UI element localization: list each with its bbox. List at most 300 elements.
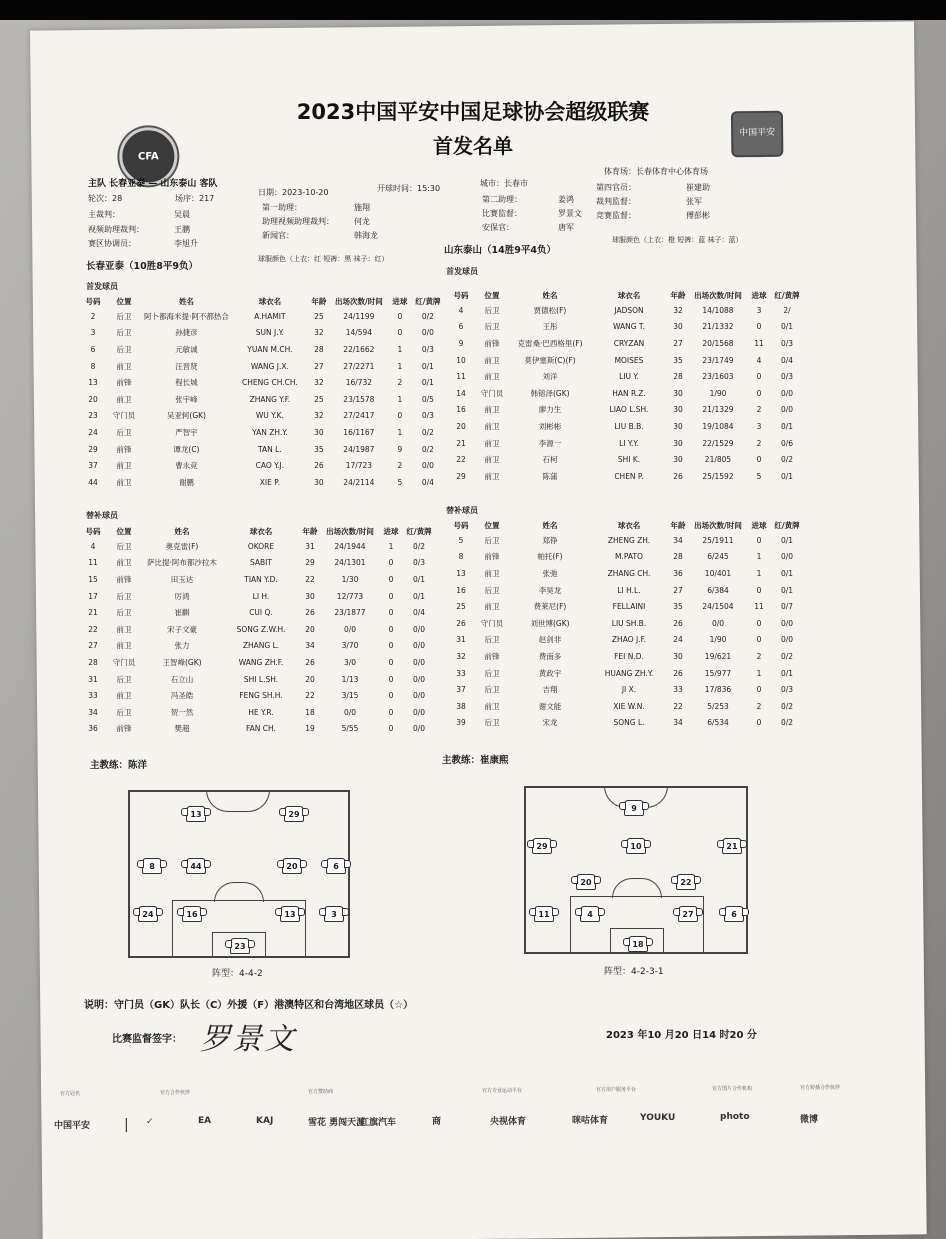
player-position: 守门员 xyxy=(480,618,504,628)
table-row xyxy=(80,671,436,688)
cards: 0/2 xyxy=(421,311,434,321)
appearances: 24/1987 xyxy=(343,444,375,454)
goals: 1 xyxy=(397,361,403,371)
column-header: 出场次数/时间 xyxy=(326,526,374,536)
goals: 0 xyxy=(756,388,762,398)
player-name: 帕托(F) xyxy=(537,552,563,562)
shirt-name: LI H.L. xyxy=(617,585,641,595)
player-name: 刘世博(GK) xyxy=(530,618,570,628)
player-name: 赵剑非 xyxy=(538,635,562,645)
cards: 0/0 xyxy=(412,724,426,734)
player-position: 前卫 xyxy=(116,394,132,404)
table-row xyxy=(80,571,436,588)
shirt-name: SHI L.SH. xyxy=(243,674,279,684)
appearances: 16/732 xyxy=(345,378,373,388)
sponsor-logo: 微博 xyxy=(800,1115,819,1125)
home-starters-label: 首发球员 xyxy=(86,282,118,291)
column-header: 进球 xyxy=(751,290,767,300)
player-age: 20 xyxy=(305,624,315,634)
table-header-row xyxy=(80,524,436,538)
cards: 0/3 xyxy=(421,344,434,354)
official-role: 比赛监督： xyxy=(482,209,522,218)
player-number: 39 xyxy=(456,718,466,728)
round: 轮次：28 xyxy=(88,194,123,203)
appearances: 1/90 xyxy=(709,388,727,398)
table-row xyxy=(448,352,804,369)
player-age: 25 xyxy=(314,311,324,321)
player-age: 30 xyxy=(314,477,324,487)
player-age: 26 xyxy=(673,471,683,481)
player-age: 32 xyxy=(314,378,324,388)
sponsor-caption: 官方合作伙伴 xyxy=(160,1090,191,1096)
player-age: 18 xyxy=(305,707,315,717)
official-name: 施翔 xyxy=(354,203,370,212)
appearances: 5/253 xyxy=(707,701,729,711)
cards: 2/ xyxy=(783,305,791,315)
table-row xyxy=(448,698,804,715)
goals: 0 xyxy=(388,608,394,618)
goals: 0 xyxy=(756,685,762,695)
shirt-name: CAO Y.J. xyxy=(255,461,285,471)
home-shirt-icon: 8 xyxy=(142,858,162,874)
away-shirt-icon: 4 xyxy=(580,906,600,922)
official-role: 裁判监督： xyxy=(596,197,636,206)
player-name: 廖力生 xyxy=(538,405,562,415)
goals: 0 xyxy=(388,707,394,717)
shirt-name: WANG J.X. xyxy=(250,361,289,371)
player-age: 30 xyxy=(673,322,683,332)
table-row xyxy=(80,341,445,358)
stadium: 体育场：长春体育中心体育场 xyxy=(604,167,708,176)
cards: 0/5 xyxy=(421,394,434,404)
appearances: 25/1911 xyxy=(702,535,734,545)
player-number: 8 xyxy=(458,552,464,562)
player-age: 30 xyxy=(673,651,683,661)
sponsor-logo: photo xyxy=(720,1112,750,1122)
goals: 2 xyxy=(756,651,762,661)
goals: 0 xyxy=(397,311,403,321)
player-position: 前锋 xyxy=(484,552,500,562)
appearances: 22/1529 xyxy=(702,438,734,448)
away-shirt-icon: 20 xyxy=(576,874,596,890)
player-position: 前锋 xyxy=(116,724,132,734)
table-row xyxy=(448,319,804,336)
kickoff-time: 开球时间：15:30 xyxy=(377,184,441,193)
player-position: 前卫 xyxy=(484,701,500,711)
goals: 0 xyxy=(756,455,762,465)
player-name: 贺一然 xyxy=(170,707,194,717)
cards: 0/0 xyxy=(412,691,426,701)
home-kit-colors: 球服颜色（上衣：红 短裤：黑 袜子：红） xyxy=(258,255,389,263)
player-position: 后卫 xyxy=(116,541,132,551)
column-header: 位置 xyxy=(484,520,500,530)
table-row xyxy=(448,385,804,402)
table-row xyxy=(80,621,436,638)
cards: 0/6 xyxy=(780,438,794,448)
table-header-row xyxy=(448,518,804,532)
player-name: 谢鹏 xyxy=(178,477,194,487)
player-age: 28 xyxy=(673,372,683,382)
column-header: 年龄 xyxy=(302,526,318,536)
goals: 0 xyxy=(756,535,762,545)
player-age: 22 xyxy=(305,691,315,701)
cards: 0/2 xyxy=(412,541,426,551)
player-age: 31 xyxy=(305,541,315,551)
shirt-name: MOISES xyxy=(614,355,644,365)
away-kit-colors: 球服颜色（上衣：橙 短裤：蓝 袜子：蓝） xyxy=(612,236,743,244)
shirt-name: YAN ZH.Y. xyxy=(252,427,288,437)
player-name: 陈蒲 xyxy=(542,471,558,481)
table-row xyxy=(80,638,436,655)
goals: 1 xyxy=(397,427,403,437)
home-shirt-icon: 29 xyxy=(284,806,304,822)
player-position: 后卫 xyxy=(484,585,500,595)
shirt-name: WU Y.K. xyxy=(255,411,284,421)
goals: 0 xyxy=(756,322,762,332)
appearances: 21/1329 xyxy=(702,405,734,415)
shirt-name: SONG Z.W.H. xyxy=(236,624,286,634)
home-formation: 阵型：4-4-2 xyxy=(212,969,263,979)
player-number: 13 xyxy=(88,378,98,388)
player-age: 27 xyxy=(673,338,683,348)
goals: 0 xyxy=(388,558,394,568)
table-row xyxy=(448,565,804,582)
sponsor-logo: 红旗汽车 xyxy=(360,1118,397,1128)
player-number: 33 xyxy=(88,691,98,701)
home-subs-label: 替补球员 xyxy=(86,511,118,520)
player-number: 36 xyxy=(88,724,98,734)
player-age: 30 xyxy=(673,455,683,465)
cards: 0/3 xyxy=(421,411,434,421)
player-position: 前卫 xyxy=(484,568,500,578)
sponsor-logo: 咪咕体育 xyxy=(572,1116,609,1126)
goals: 0 xyxy=(388,641,394,651)
player-number: 24 xyxy=(88,427,98,437)
player-name: 奥克雷(F) xyxy=(165,541,199,551)
appearances: 1/30 xyxy=(341,574,359,584)
appearances: 27/2417 xyxy=(343,411,375,421)
player-name: 田玉达 xyxy=(170,574,194,584)
official-role: 第四官员： xyxy=(596,183,636,192)
league-title: 2023中国平安中国足球协会超级联赛 xyxy=(296,100,650,124)
cards: 0/2 xyxy=(780,718,794,728)
away-shirt-icon: 6 xyxy=(724,906,744,922)
player-name: 谭龙(C) xyxy=(173,444,200,454)
player-name: 莫伊塞斯(C)(F) xyxy=(524,355,576,365)
away-starters-label: 首发球员 xyxy=(446,267,478,276)
player-position: 前锋 xyxy=(484,338,500,348)
player-name: 克雷桑·巴西格里(F) xyxy=(517,338,583,348)
shirt-name: XIE P. xyxy=(259,477,280,487)
cfa-logo: CFA xyxy=(119,127,178,186)
cards: 0/1 xyxy=(780,535,794,545)
cards: 0/1 xyxy=(780,585,794,595)
sponsor-logo: 商 xyxy=(432,1117,442,1127)
shirt-name: OKORE xyxy=(247,541,275,551)
table-row xyxy=(80,538,436,555)
table-row xyxy=(448,532,804,549)
table-row xyxy=(448,681,804,698)
player-number: 3 xyxy=(90,328,96,338)
home-pitch-top-arc xyxy=(206,790,270,812)
cards: 0/7 xyxy=(780,602,794,612)
cards: 0/0 xyxy=(780,618,794,628)
cards: 0/1 xyxy=(412,574,426,584)
cards: 0/3 xyxy=(780,685,794,695)
player-age: 28 xyxy=(673,552,683,562)
appearances: 24/2114 xyxy=(343,477,375,487)
player-number: 6 xyxy=(90,344,96,354)
appearances: 19/621 xyxy=(704,651,732,661)
goals: 0 xyxy=(388,574,394,584)
player-age: 33 xyxy=(673,685,683,695)
home-subs-table xyxy=(80,524,436,737)
player-position: 后卫 xyxy=(484,322,500,332)
away-team-name: 山东泰山（14胜9平4负） xyxy=(444,245,556,256)
shirt-name: JADSON xyxy=(614,305,644,315)
player-age: 36 xyxy=(673,568,683,578)
cards: 0/1 xyxy=(421,378,434,388)
shirt-name: SUN J.Y. xyxy=(255,328,285,338)
player-position: 前卫 xyxy=(484,421,500,431)
appearances: 1/90 xyxy=(709,635,727,645)
table-row xyxy=(80,325,445,342)
cards: 0/1 xyxy=(421,361,434,371)
away-subs-label: 替补球员 xyxy=(446,506,478,515)
table-row xyxy=(80,374,445,391)
player-position: 前卫 xyxy=(116,461,132,471)
player-number: 34 xyxy=(88,707,98,717)
table-row xyxy=(80,358,445,375)
player-number: 16 xyxy=(456,405,466,415)
table-row xyxy=(448,632,804,649)
table-row xyxy=(448,418,804,435)
goals: 0 xyxy=(388,724,394,734)
player-number: 29 xyxy=(456,471,466,481)
player-age: 27 xyxy=(673,585,683,595)
cards: 0/0 xyxy=(780,388,794,398)
player-name: 石柯 xyxy=(542,455,558,465)
player-number: 22 xyxy=(456,455,466,465)
goals: 1 xyxy=(756,668,762,678)
player-name: 郑铮 xyxy=(542,535,558,545)
table-row xyxy=(80,424,445,441)
appearances: 5/55 xyxy=(341,724,359,734)
shirt-name: CHENG CH.CH. xyxy=(242,378,298,388)
player-position: 前卫 xyxy=(116,361,132,371)
player-number: 11 xyxy=(88,558,98,568)
player-number: 21 xyxy=(456,438,466,448)
sponsor-divider: | xyxy=(124,1117,129,1133)
goals: 1 xyxy=(388,541,394,551)
player-position: 前卫 xyxy=(484,438,500,448)
cards: 0/1 xyxy=(780,322,794,332)
column-header: 进球 xyxy=(751,520,767,530)
shirt-name: ZHANG L. xyxy=(242,641,280,651)
player-age: 26 xyxy=(305,608,315,618)
goals: 1 xyxy=(756,568,762,578)
player-number: 20 xyxy=(88,394,98,404)
goals: 2 xyxy=(397,378,403,388)
player-position: 后卫 xyxy=(116,674,132,684)
table-row xyxy=(80,604,436,621)
player-number: 11 xyxy=(456,372,466,382)
column-header: 进球 xyxy=(392,296,408,306)
sponsor-caption: 官方转播合作伙伴 xyxy=(800,1085,841,1091)
official-name: 唐军 xyxy=(558,223,574,232)
goals: 2 xyxy=(756,405,762,415)
player-age: 20 xyxy=(305,674,315,684)
table-row xyxy=(80,704,436,721)
player-name: 韩镕泽(GK) xyxy=(530,388,570,398)
home-shirt-icon: 44 xyxy=(186,858,206,874)
table-row xyxy=(80,391,445,408)
player-position: 守门员 xyxy=(112,411,136,421)
player-number: 26 xyxy=(456,618,466,628)
shirt-name: SHI K. xyxy=(617,455,641,465)
legend-note: 说明：守门员（GK）队长（C）外援（F）港澳特区和台湾地区球员（☆） xyxy=(84,1000,414,1011)
player-number: 31 xyxy=(456,635,466,645)
away-shirt-icon: 9 xyxy=(624,800,644,816)
goals: 3 xyxy=(756,305,762,315)
shirt-name: LIAO L.SH. xyxy=(609,405,649,415)
player-name: 石立山 xyxy=(170,674,194,684)
column-header: 出场次数/时间 xyxy=(694,520,742,530)
appearances: 25/1592 xyxy=(702,471,734,481)
player-number: 44 xyxy=(88,477,98,487)
goals: 0 xyxy=(756,718,762,728)
game-number: 场序：217 xyxy=(175,194,215,203)
player-age: 26 xyxy=(673,668,683,678)
home-shirt-icon: 13 xyxy=(186,806,206,822)
player-position: 前锋 xyxy=(116,444,132,454)
home-starters-table xyxy=(80,294,445,491)
appearances: 14/594 xyxy=(345,328,373,338)
column-header: 号码 xyxy=(453,290,469,300)
player-position: 后卫 xyxy=(116,328,132,338)
player-number: 6 xyxy=(458,322,464,332)
appearances: 16/1167 xyxy=(343,427,375,437)
player-position: 后卫 xyxy=(116,591,132,601)
player-position: 前锋 xyxy=(484,651,500,661)
official-role: 赛区协调员： xyxy=(88,239,136,248)
appearances: 24/1301 xyxy=(334,558,366,568)
column-header: 年龄 xyxy=(670,520,686,530)
appearances: 17/836 xyxy=(704,685,732,695)
table-row xyxy=(80,457,445,474)
official-name: 韩海龙 xyxy=(354,231,378,240)
column-header: 姓名 xyxy=(542,290,558,300)
player-name: 吉翔 xyxy=(542,685,558,695)
player-name: 张力 xyxy=(174,641,190,651)
column-header: 姓名 xyxy=(542,520,558,530)
appearances: 23/1603 xyxy=(702,372,734,382)
cards: 0/0 xyxy=(412,707,426,717)
goals: 3 xyxy=(756,421,762,431)
player-name: 宋子文豪 xyxy=(167,624,197,634)
table-row xyxy=(448,468,804,485)
signing-timestamp: 2023 年10 月20 日14 时20 分 xyxy=(606,1030,757,1041)
cards: 0/2 xyxy=(780,701,794,711)
sponsor-logo: ✓ xyxy=(146,1117,154,1127)
column-header: 红/黄牌 xyxy=(415,296,441,306)
official-name: 姜鸿 xyxy=(558,195,574,204)
shirt-name: JI X. xyxy=(621,685,637,695)
table-row xyxy=(448,451,804,468)
shirt-name: LIU Y. xyxy=(619,372,639,382)
shirt-name: HE Y.R. xyxy=(248,707,274,717)
player-age: 24 xyxy=(673,635,683,645)
goals: 9 xyxy=(397,444,403,454)
sponsor-logo: 央视体育 xyxy=(490,1117,527,1127)
player-name: 刘彬彬 xyxy=(538,421,562,431)
away-shirt-icon: 18 xyxy=(628,936,648,952)
table-row xyxy=(80,441,445,458)
column-header: 位置 xyxy=(484,290,500,300)
goals: 1 xyxy=(397,394,403,404)
shirt-name: ZHENG ZH. xyxy=(607,535,651,545)
goals: 0 xyxy=(388,591,394,601)
player-age: 28 xyxy=(314,344,324,354)
appearances: 24/1504 xyxy=(702,602,734,612)
table-row xyxy=(448,549,804,566)
sponsor-logo: KAJ xyxy=(256,1116,274,1126)
appearances: 6/245 xyxy=(707,552,729,562)
appearances: 15/977 xyxy=(704,668,732,678)
player-number: 23 xyxy=(88,411,98,421)
appearances: 21/1332 xyxy=(702,322,734,332)
shirt-name: SABIT xyxy=(250,558,272,568)
player-position: 前卫 xyxy=(116,624,132,634)
appearances: 17/723 xyxy=(345,461,373,471)
player-name: 严智宇 xyxy=(175,427,198,437)
official-name: 张军 xyxy=(686,197,702,206)
goals: 0 xyxy=(388,674,394,684)
appearances: 0/0 xyxy=(711,618,725,628)
sponsor-caption: 官方用户服务平台 xyxy=(596,1087,637,1093)
table-row xyxy=(448,335,804,352)
appearances: 14/1088 xyxy=(702,305,734,315)
shirt-name: TAN L. xyxy=(258,444,282,454)
column-header: 球衣名 xyxy=(617,520,641,530)
player-age: 32 xyxy=(314,411,324,421)
table-row xyxy=(80,588,436,605)
shirt-name: LIU SH.B. xyxy=(611,618,647,628)
player-position: 后卫 xyxy=(484,535,500,545)
table-row xyxy=(448,435,804,452)
cards: 0/3 xyxy=(780,338,794,348)
official-name: 崔建助 xyxy=(686,183,710,192)
player-number: 29 xyxy=(88,444,98,454)
shirt-name: ZHANG CH. xyxy=(607,568,651,578)
goals: 1 xyxy=(397,344,403,354)
player-age: 27 xyxy=(314,361,324,371)
player-age: 30 xyxy=(314,427,324,437)
cards: 0/0 xyxy=(421,461,434,471)
goals: 0 xyxy=(756,618,762,628)
table-row xyxy=(80,687,436,704)
csl-logo-text: 中国平安 xyxy=(739,127,776,139)
cards: 0/0 xyxy=(412,674,426,684)
appearances: 23/1578 xyxy=(343,394,375,404)
player-position: 前卫 xyxy=(116,477,132,487)
column-header: 进球 xyxy=(383,526,399,536)
shirt-name: FAN CH. xyxy=(246,724,276,734)
table-row xyxy=(80,408,445,425)
official-name: 李旭升 xyxy=(174,239,198,248)
sponsor-logo: 中国平安 xyxy=(54,1121,91,1131)
player-position: 前卫 xyxy=(484,602,500,612)
